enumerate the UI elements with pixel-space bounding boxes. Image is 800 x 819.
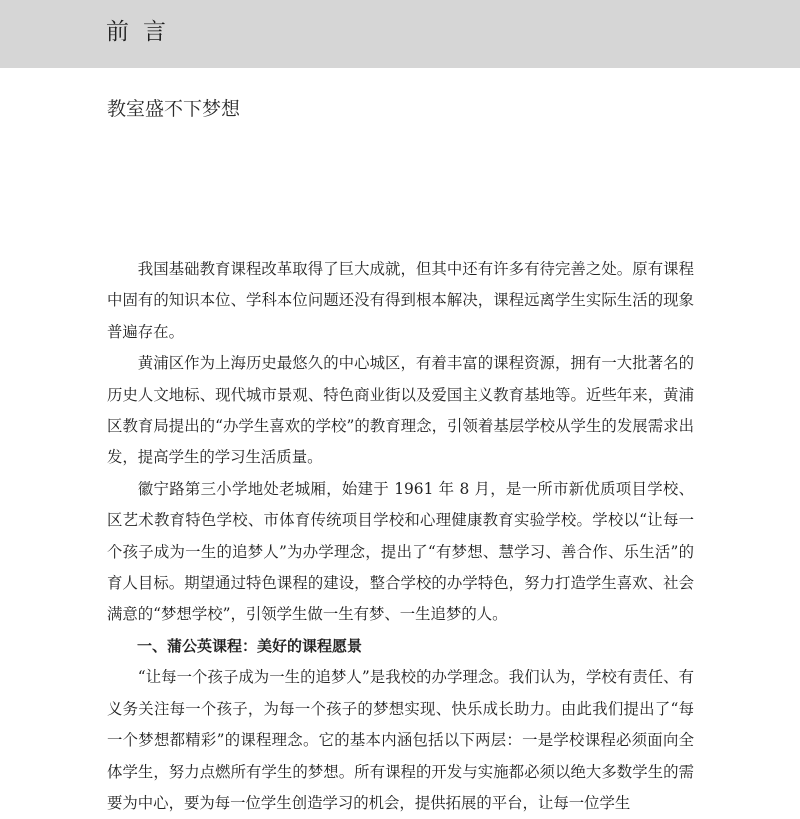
page-title: 前言: [106, 19, 180, 45]
paragraph-3: 徽宁路第三小学地处老城厢，始建于 1961 年 8 月，是一所市新优质项目学校、区艺术教育特色学校、市体育传统项目学校和心理健康教育实验学校。学校以“让每一个孩子成为一生的追梦人”为办学理念，提出了“有梦想、慧学习、善合作、乐生活”的育人目标。期望通过特色课程的建设，整合学校的办学特色，努力打造学生喜欢、社会满意的“梦想学校”，引领学生做一生有梦、一生追梦的人。: [107, 479, 694, 624]
paragraph-2: 黄浦区作为上海历史最悠久的中心城区，有着丰富的课程资源，拥有一大批著名的历史人文地标、现代城市景观、特色商业街以及爱国主义教育基地等。近些年来，黄浦区教育局提出的“办学生喜欢的学校”的教育理念，引领着基层学校从学生的发展需求出发，提高学生的学习生活质量。: [107, 354, 694, 467]
chapter-subtitle: 教室盛不下梦想: [107, 98, 241, 120]
section-heading-1: 一、蒲公英课程：美好的课程愿景: [137, 636, 363, 655]
header-band: [0, 0, 800, 68]
paragraph-1: 我国基础教育课程改革取得了巨大成就，但其中还有许多有待完善之处。原有课程中固有的知识本位、学科本位问题还没有得到根本解决，课程远离学生实际生活的现象普遍存在。: [107, 260, 694, 341]
paragraph-4: “让每一个孩子成为一生的追梦人”是我校的办学理念。我们认为，学校有责任、有义务关注每一个孩子，为每一个孩子的梦想实现、快乐成长助力。由此我们提出了“每一个梦想都精彩”的课程理念。它的基本内涵包括以下两层：一是学校课程必须面向全体学生，努力点燃所有学生的梦想。所有课程的开发与实施都必须以绝大多数学生的需要为中心，要为每一位学生创造学习的机会，提供拓展的平台，让每一位学生: [107, 668, 694, 812]
body-text: [107, 254, 694, 819]
